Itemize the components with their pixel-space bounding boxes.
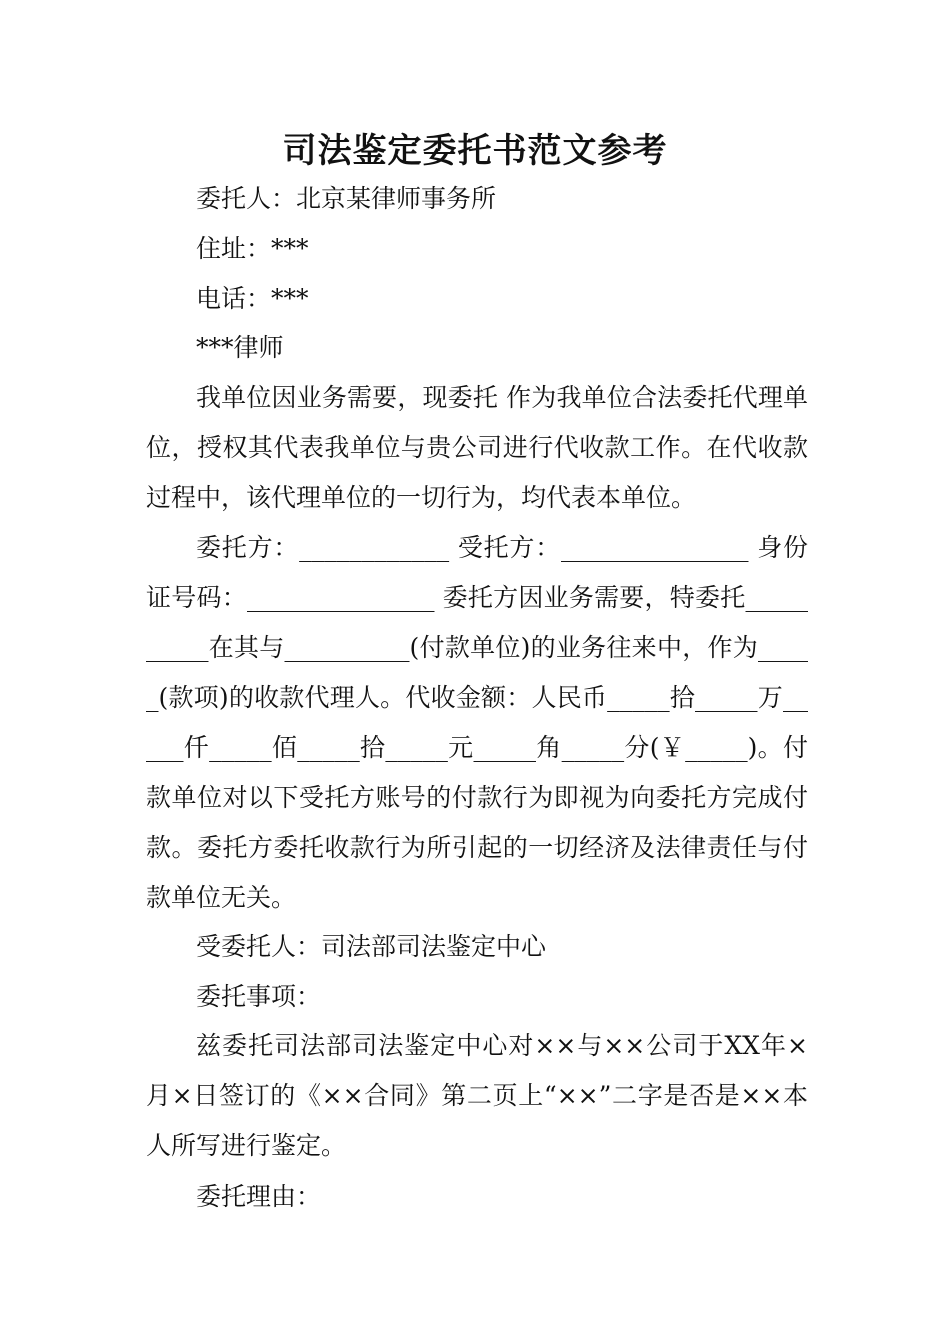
- matters-heading: 委托事项：: [196, 982, 322, 1011]
- commission-paragraph: 我单位因业务需要，现委托 作为我单位合法委托代理单位，授权其代表我单位与贵公司进行代收款工作。在代收款过程中，该代理单位的一切行为，均代表本单位。: [146, 383, 808, 512]
- matters-paragraph: 兹委托司法部司法鉴定中心对××与××公司于XX年×月×日签订的《××合同》第二页上“××”二字是否是××本人所写进行鉴定。: [146, 1031, 808, 1160]
- payment-agency-paragraph: 委托方：____________ 受托方：_______________ 身份证号码：_______________ 委托方因业务需要，特委托__________在其与__________(付款单位)的业务往来中，作为_____(款项)的收款代理人。代收金额：人民币_____拾_____万_____仟_____佰_____拾_____元_____角_____分(￥_____)。付款单位对以下受托方账号的付款行为即视为向委托方完成付款。委托方委托收款行为所引起的一切经济及法律责任与付款单位无关。: [146, 533, 808, 912]
- trustee-line: 受委托人：司法部司法鉴定中心: [196, 932, 547, 961]
- address-line: 住址：***: [196, 234, 309, 263]
- lawyer-line: ***律师: [196, 333, 284, 362]
- document-title: 司法鉴定委托书范文参考: [282, 131, 668, 171]
- reason-heading: 委托理由：: [196, 1182, 322, 1211]
- phone-line: 电话：***: [196, 284, 309, 313]
- principal-line: 委托人：北京某律师事务所: [196, 184, 497, 213]
